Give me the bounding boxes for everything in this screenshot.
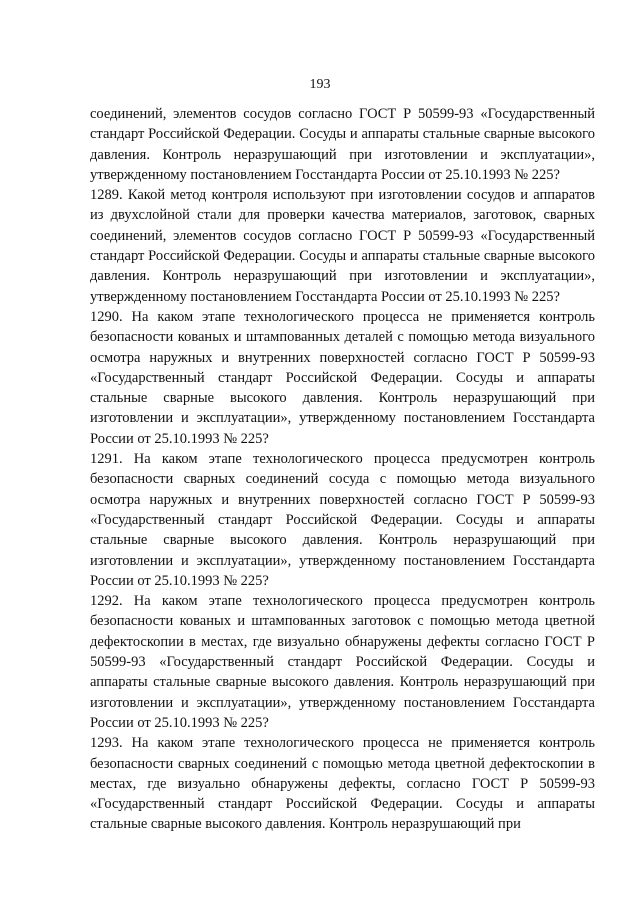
page-number: 193: [309, 77, 331, 92]
page-body: [90, 104, 595, 835]
question-1290: 1290. На каком этапе технологического процесса не применяется контроль безопасности кованых и штампованных деталей с помощью метода визуального осмотра наружных и внутренних поверхностей согласно ГОСТ Р 50599-93 «Государственный стандарт Российской Федерации. Сосуды и аппараты стальные сварные высокого давления. Контроль неразрушающий при изготовлении и эксплуатации», утвержденному постановлением Госстандарта России от 25.10.1993 № 225?: [90, 308, 595, 447]
question-1292: 1292. На каком этапе технологического процесса предусмотрен контроль безопасности кованых и штампованных заготовок с помощью метода цветной дефектоскопии в местах, где визуально обнаружены дефекты согласно ГОСТ Р 50599-93 «Государственный стандарт Российской Федерации. Сосуды и аппараты стальные сварные высокого давления. Контроль неразрушающий при изготовлении и эксплуатации», утвержденному постановлением Госстандарта России от 25.10.1993 № 225?: [90, 593, 595, 731]
question-1293: 1293. На каком этапе технологического процесса не применяется контроль безопасности сварных соединений с помощью метода цветной дефектоскопии в местах, где визуально обнаружены дефекты, согласно ГОСТ Р 50599-93 «Государственный стандарт Российской Федерации. Сосуды и аппараты стальные сварные высокого давления. Контроль неразрушающий при: [90, 735, 595, 833]
paragraph-continuation: соединений, элементов сосудов согласно ГОСТ Р 50599-93 «Государственный стандарт Российской Федерации. Сосуды и аппараты стальные сварные высокого давления. Контроль неразрушающий при изготовлении и эксплуатации», утвержденному постановлением Госстандарта России от 25.10.1993 № 225?: [90, 106, 595, 183]
question-1289: 1289. Какой метод контроля используют при изготовлении сосудов и аппаратов из двухслойной стали для проверки качества материалов, заготовок, сварных соединений, элементов сосудов согласно ГОСТ Р 50599-93 «Государственный стандарт Российской Федерации. Сосуды и аппараты стальные сварные высокого давления. Контроль неразрушающий при изготовлении и эксплуатации», утвержденному постановлением Госстандарта России от 25.10.1993 № 225?: [90, 187, 595, 305]
question-1291: 1291. На каком этапе технологического процесса предусмотрен контроль безопасности сварных соединений сосуда с помощью метода визуального осмотра наружных и внутренних поверхностей согласно ГОСТ Р 50599-93 «Государственный стандарт Российской Федерации. Сосуды и аппараты стальные сварные высокого давления. Контроль неразрушающий при изготовлении и эксплуатации», утвержденному постановлением Госстандарта России от 25.10.1993 № 225?: [90, 451, 595, 589]
